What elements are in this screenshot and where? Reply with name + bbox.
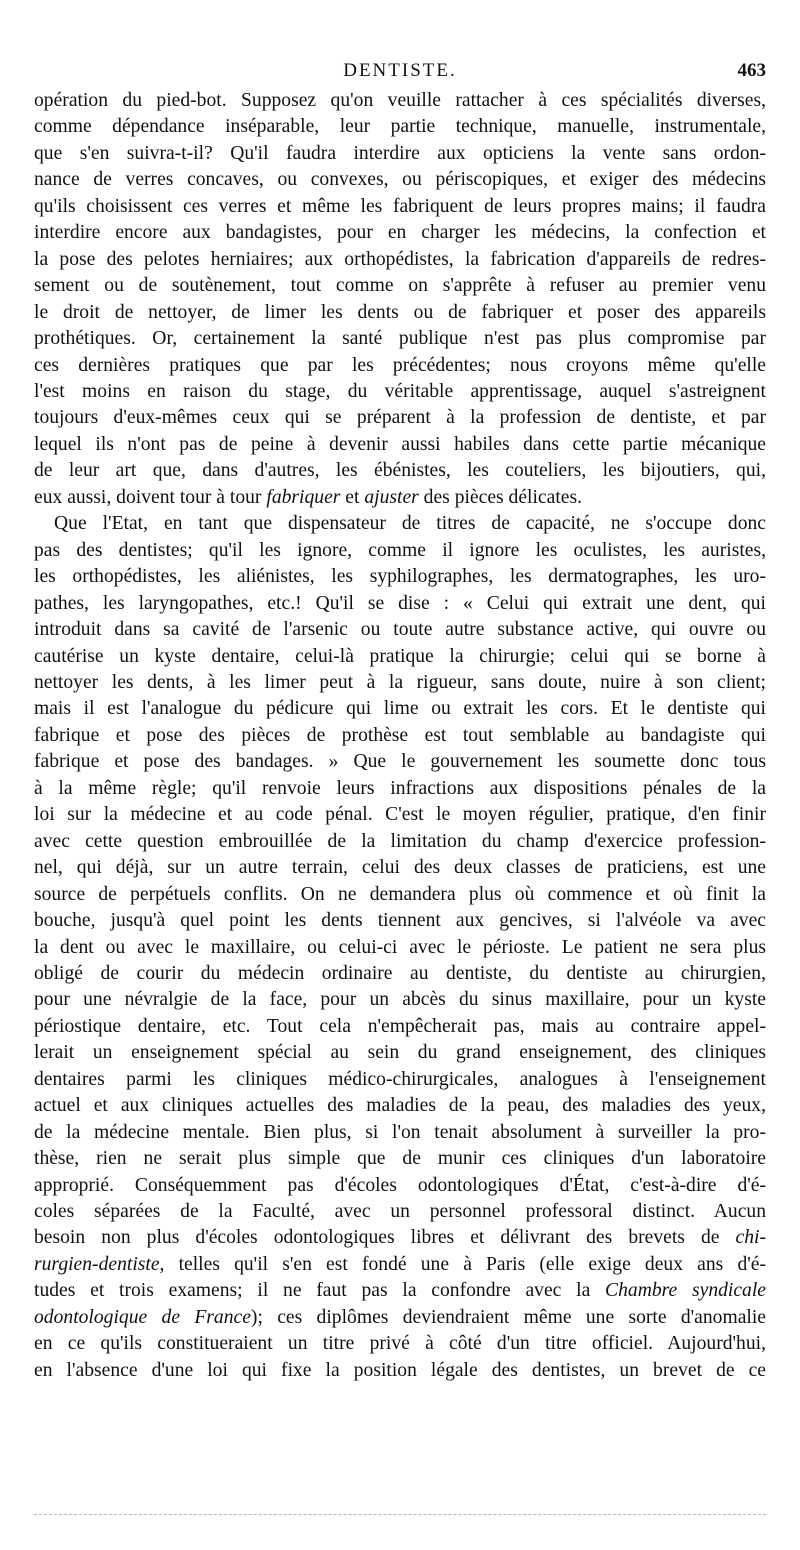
text-line <box>34 1225 766 1251</box>
text-line: ces dernières pratiques que par les précédentes; nous croyons même qu'elle <box>34 354 766 376</box>
text-line: l'est moins en raison du stage, du véritable apprentissage, auquel s'astreignent <box>34 380 766 402</box>
italic-term: chi- <box>735 1227 766 1249</box>
text-line: sement ou de soutènement, tout comme on s'apprête à refuser au premier venu <box>34 275 766 297</box>
page-number: 463 <box>737 60 766 81</box>
text-line: de la médecine mentale. Bien plus, si l'on tenait absolument à surveiller la pro- <box>34 1121 766 1143</box>
text-run: eux aussi, doivent tour à tour <box>34 486 267 508</box>
text-line: source de perpétuels conflits. On ne demandera plus où commence et où finit la <box>34 883 766 905</box>
text-line: périostique dentaire, etc. Tout cela n'empêcherait pas, mais au contraire appel- <box>34 1015 766 1037</box>
italic-term: odontologique de France <box>34 1306 251 1328</box>
text-line: toujours d'eux-mêmes ceux qui se préparent à la profession de dentiste, et par <box>34 407 766 429</box>
text-line: loi sur la médecine et au code pénal. C'est le moyen régulier, pratique, d'en finir <box>34 804 766 826</box>
text-line: fabrique et pose des bandages. » Que le gouvernement les soumette donc tous <box>34 751 766 773</box>
text-line: fabrique et pose des pièces de prothèse est tout semblable au bandagiste qui <box>34 724 766 746</box>
text-line: lequel ils n'ont pas de peine à devenir aussi habiles dans cette partie mécanique <box>34 433 766 455</box>
text-line: introduit dans sa cavité de l'arsenic ou toute autre substance active, qui ouvre ou <box>34 619 766 641</box>
text-line: que s'en suivra-t-il? Qu'il faudra interdire aux opticiens la vente sans ordon- <box>34 142 766 164</box>
text-line: lerait un enseignement spécial au sein du grand enseignement, des cliniques <box>34 1042 766 1064</box>
text-line: cautérise un kyste dentaire, celui-là pratique la chirurgie; celui qui se borne à <box>34 645 766 667</box>
text-line: prothétiques. Or, certainement la santé publique n'est pas plus compromise par <box>34 328 766 350</box>
paragraph-first-line: Que l'Etat, en tant que dispensateur de titres de capacité, ne s'occupe donc <box>54 513 766 535</box>
text-line: obligé de courir du médecin ordinaire au dentiste, du dentiste au chirurgien, <box>34 962 766 984</box>
text-line: comme dépendance inséparable, leur partie technique, manuelle, instrumentale, <box>34 116 766 138</box>
body-text <box>34 88 766 1384</box>
text-line: en ce qu'ils constitueraient un titre privé à côté d'un titre officiel. Aujourd'hui, <box>34 1333 766 1355</box>
text-line: la dent ou avec le maxillaire, ou celui-ci avec le périoste. Le patient ne sera plus <box>34 936 766 958</box>
text-line: pas des dentistes; qu'il les ignore, comme il ignore les oculistes, les auristes, <box>34 539 766 561</box>
text-line <box>34 1252 766 1278</box>
text-run: ); ces diplômes deviendraient même une sorte d'anomalie <box>250 1306 766 1328</box>
text-line <box>34 1305 766 1331</box>
text-line: mais il est l'analogue du pédicure qui lime ou extrait les cors. Et le dentiste qui <box>34 698 766 720</box>
text-line: actuel et aux cliniques actuelles des maladies de la peau, des maladies des yeux, <box>34 1095 766 1117</box>
text-line: pour une névralgie de la face, pour un abcès du sinus maxillaire, pour un kyste <box>34 989 766 1011</box>
paragraph-final-line <box>34 485 766 511</box>
page-bottom-rule <box>34 1514 766 1515</box>
text-run: besoin non plus d'écoles odontologiques libres et délivrant des brevets de <box>34 1227 736 1249</box>
text-line: les orthopédistes, les aliénistes, les syphilographes, les dermatographes, les uro- <box>34 566 766 588</box>
text-line: approprié. Conséquemment pas d'écoles odontologiques d'État, c'est-à-dire d'é- <box>34 1174 766 1196</box>
text-line: interdire encore aux bandagistes, pour en charger les médecins, la confection et <box>34 222 766 244</box>
text-line: coles séparées de la Faculté, avec un personnel professoral distinct. Aucun <box>34 1201 766 1223</box>
text-line: nettoyer les dents, à les limer peut à la rigueur, sans doute, nuire à son client; <box>34 671 766 693</box>
text-line: la pose des pelotes herniaires; aux orthopédistes, la fabrication d'appareils de redres- <box>34 248 766 270</box>
italic-term: ajuster <box>364 486 419 508</box>
running-title: DENTISTE. <box>343 60 457 81</box>
italic-term: fabriquer <box>266 486 341 508</box>
text-line: thèse, rien ne serait plus simple que de munir ces cliniques d'un laboratoire <box>34 1148 766 1170</box>
text-line: nance de verres concaves, ou convexes, ou périscopiques, et exiger des médecins <box>34 169 766 191</box>
text-line: en l'absence d'une loi qui fixe la position légale des dentistes, un brevet de ce <box>34 1359 766 1381</box>
text-line: nel, qui déjà, sur un autre terrain, celui des deux classes de praticiens, est une <box>34 857 766 879</box>
text-line <box>34 1278 766 1304</box>
text-run: et <box>340 486 365 508</box>
text-line: le droit de nettoyer, de limer les dents ou de fabriquer et poser des appareils <box>34 301 766 323</box>
running-head <box>34 58 766 84</box>
italic-term: Chambre syndicale <box>605 1280 766 1302</box>
text-run: , telles qu'il s'en est fondé une à Paris (elle exige deux ans d'é- <box>159 1253 766 1275</box>
text-run: tudes et trois examens; il ne faut pas la confondre avec la <box>34 1280 606 1302</box>
text-line: pathes, les laryngopathes, etc.! Qu'il se dise : « Celui qui extrait une dent, qui <box>34 592 766 614</box>
text-line: opération du pied-bot. Supposez qu'on veuille rattacher à ces spécialités diverses, <box>34 90 766 111</box>
text-line: qu'ils choisissent ces verres et même les fabriquent de leurs propres mains; il faudra <box>34 195 766 217</box>
text-line: bouche, jusqu'à quel point les dents tiennent aux gencives, si l'alvéole va avec <box>34 910 766 932</box>
italic-term: rurgien-dentiste <box>34 1253 160 1275</box>
text-run: des pièces délicates. <box>418 486 582 508</box>
text-line: à la même règle; qu'il renvoie leurs infractions aux dispositions pénales de la <box>34 777 766 799</box>
text-line: de leur art que, dans d'autres, les ébénistes, les couteliers, les bijoutiers, qui, <box>34 460 766 482</box>
text-line: dentaires parmi les cliniques médico-chirurgicales, analogues à l'enseignement <box>34 1068 766 1090</box>
text-line: avec cette question embrouillée de la limitation du champ d'exercice profession- <box>34 830 766 852</box>
